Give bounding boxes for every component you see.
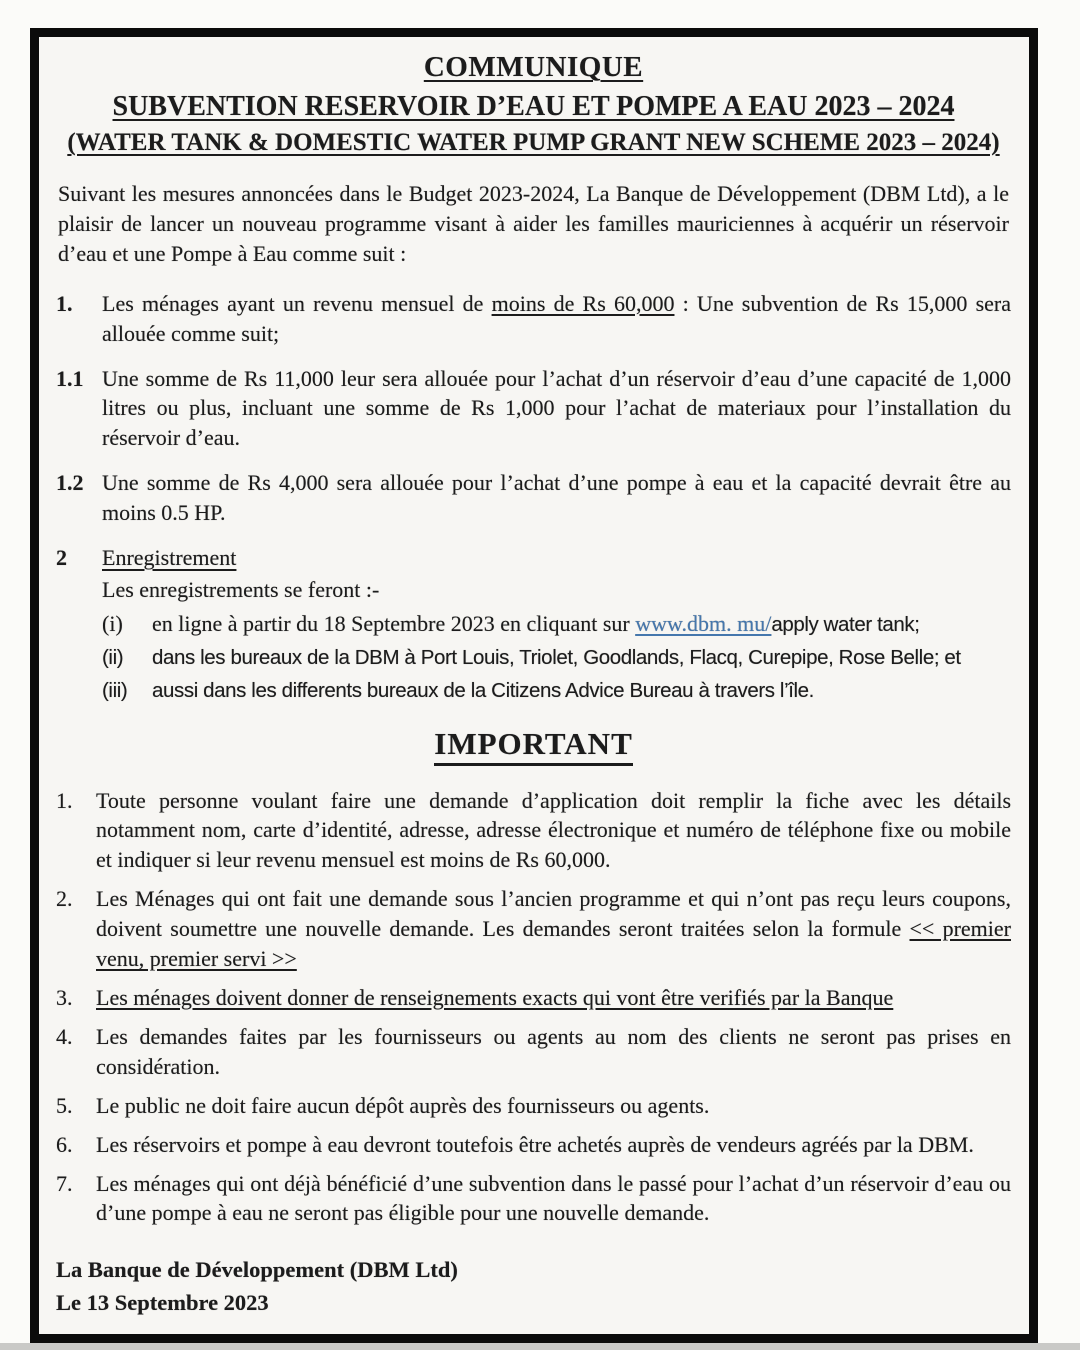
doc-subtitle-french: SUBVENTION RESERVOIR D’EAU ET POMPE A EAU 2023 – 2024: [112, 91, 955, 122]
item-number: 6.: [56, 1131, 73, 1157]
sub-item-number: (ii): [102, 645, 124, 669]
item-number: 1.: [56, 290, 73, 316]
scheme-item-2-registration: [56, 543, 1011, 709]
item-number: 7.: [56, 1170, 73, 1196]
item-text: Les ménages qui ont déjà bénéficié d’une subvention dans le passé pour l’achat d’un réservoir d’eau ou d’une pompe à eau ne seront pas éligible pour une nouvelle demande.: [96, 1170, 1011, 1226]
item-text: Les réservoirs et pompe à eau devront toutefois être achetés auprès de vendeurs agréés par la DBM.: [96, 1131, 974, 1157]
item-text: Le public ne doit faire aucun dépôt auprès des fournisseurs ou agents.: [96, 1092, 710, 1118]
title-block: [56, 51, 1011, 157]
scheme-item-1: [56, 289, 1011, 349]
scan-edge-strip: [0, 1343, 1080, 1350]
important-heading: IMPORTANT: [56, 726, 1011, 762]
sub-item-number: (i): [102, 610, 123, 636]
registration-intro: Les enregistrements se feront :-: [102, 576, 380, 602]
document-frame: [30, 28, 1038, 1343]
item-text: Toute personne voulant faire une demande d’application doit remplir la fiche avec les détails notamment nom, carte d’identité, adresse, adresse électronique et numéro de téléphone fixe ou mobile et indiquer si leur revenu mensuel est moins de Rs 60,000.: [96, 787, 1011, 873]
item-number: 1.: [56, 787, 73, 813]
item-number: 1.1: [56, 365, 84, 391]
scheme-item-1-2: [56, 468, 1011, 528]
important-item-6: [56, 1130, 1011, 1160]
important-item-3: [56, 983, 1011, 1013]
sub-item-number: (iii): [102, 678, 128, 702]
registration-block: [102, 543, 1011, 709]
signature-block: [56, 1254, 1011, 1319]
item-text: Les Ménages qui ont fait une demande sous l’ancien programme et qui n’ont pas reçu leurs coupons, doivent soumettre une nouvelle demande. Les demandes seront traitées selon la formule << premier venu, premier servi >>: [96, 886, 1011, 972]
sub-item-text: dans les bureaux de la DBM à Port Louis, Triolet, Goodlands, Flacq, Curepipe, Rose Belle; et: [152, 645, 961, 669]
sub-item-text: en ligne à partir du 18 Septembre 2023 en cliquant sur www.dbm. mu/apply water tank;: [152, 610, 920, 636]
registration-heading: Enregistrement: [102, 545, 237, 571]
item-number: 1.2: [56, 470, 84, 496]
item-number: 2: [56, 545, 67, 571]
important-item-5: [56, 1091, 1011, 1121]
important-item-2: [56, 884, 1011, 974]
important-item-1: [56, 786, 1011, 876]
registration-option-online: [102, 609, 1011, 639]
registration-option-offices: [102, 644, 1011, 672]
item-number: 5.: [56, 1092, 73, 1118]
doc-title: COMMUNIQUE: [423, 51, 644, 83]
item-text: Les demandes faites par les fournisseurs ou agents au nom des clients ne seront pas prises en considération.: [96, 1023, 1011, 1079]
doc-subtitle-english: (WATER TANK & DOMESTIC WATER PUMP GRANT NEW SCHEME 2023 – 2024): [67, 129, 1000, 156]
item-text: [96, 983, 1011, 1013]
item-number: 3.: [56, 984, 73, 1010]
sub-item-text: aussi dans les differents bureaux de la Citizens Advice Bureau à travers l’île.: [152, 678, 814, 702]
important-item-4: [56, 1022, 1011, 1082]
item-text: Les ménages ayant un revenu mensuel de moins de Rs 60,000 : Une subvention de Rs 15,000 sera allouée comme suit;: [102, 290, 1011, 346]
intro-paragraph: Suivant les mesures annoncées dans le Budget 2023-2024, La Banque de Développement (DBM Ltd), a le plaisir de lancer un nouveau programme visant à aider les familles mauriciennes à acquérir un réservoir d’eau et une Pompe à Eau comme suit :: [58, 181, 1009, 266]
item-number: 4.: [56, 1023, 73, 1049]
underlined-statement: Les ménages doivent donner de renseignements exacts qui vont être verifiés par la Banque: [96, 984, 894, 1010]
item-text: Une somme de Rs 4,000 sera allouée pour l’achat d’une pompe à eau et la capacité devrait être au moins 0.5 HP.: [102, 470, 1011, 526]
registration-option-cab: [102, 677, 1011, 705]
item-number: 2.: [56, 886, 73, 912]
issuer-name: La Banque de Développement (DBM Ltd): [56, 1257, 458, 1283]
issue-date: Le 13 Septembre 2023: [56, 1289, 269, 1315]
scheme-item-1-1: [56, 364, 1011, 454]
dbm-apply-link[interactable]: www.dbm. mu/: [635, 610, 772, 636]
important-item-7: [56, 1169, 1011, 1229]
item-text: Une somme de Rs 11,000 leur sera allouée pour l’achat d’un réservoir d’eau d’une capacité de 1,000 litres ou plus, incluant une somme de Rs 1,000 pour l’achat de materiaux pour l’installation du réservoir d’eau.: [102, 365, 1011, 451]
underlined-formula: << premier venu, premier servi >>: [96, 916, 1011, 972]
underlined-amount: moins de Rs 60,000: [491, 290, 675, 316]
